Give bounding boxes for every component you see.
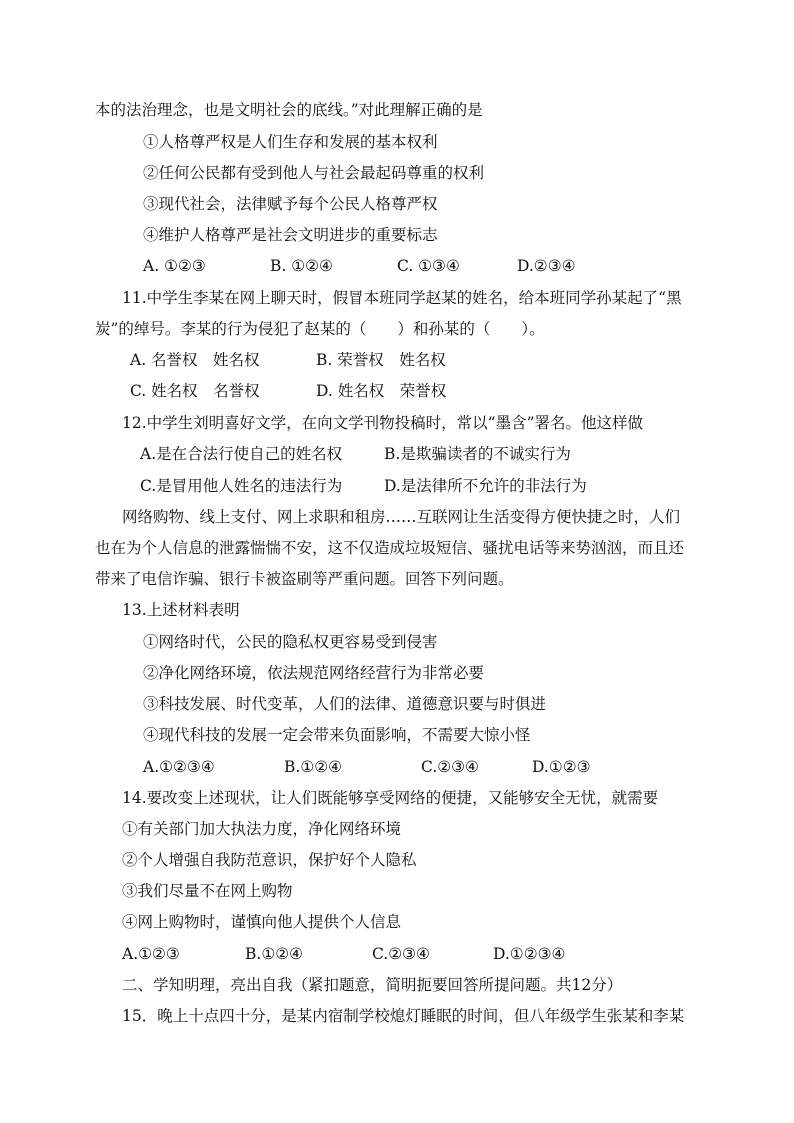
option-d: D.②③④ <box>517 257 576 275</box>
question-14-statement-4: ④网上购物时，谨慎向他人提供个人信息 <box>122 913 402 931</box>
option-c: C.是冒用他人姓名的违法行为 <box>140 477 343 495</box>
question-13-statement-4: ④现代科技的发展一定会带来负面影响，不需要大惊小怪 <box>143 726 531 744</box>
option-d: D. 姓名权 荣誉权 <box>316 382 447 400</box>
option-b: B.是欺骗读者的不诚实行为 <box>384 445 571 463</box>
option-b: B. 荣誉权 姓名权 <box>316 351 446 369</box>
option-c: C. 姓名权 名誉权 <box>130 382 260 400</box>
material-line-3: 带来了电信诈骗、银行卡被盗刷等严重问题。回答下列问题。 <box>95 570 514 588</box>
option-a: A.是在合法行使自己的姓名权 <box>140 445 343 463</box>
section-2-heading: 二、学知明理，亮出自我（紧扣题意，简明扼要回答所提问题。共12分） <box>122 976 623 994</box>
option-d: D.①②③ <box>532 758 591 776</box>
question-13-statement-2: ②净化网络环境，依法规范网络经营行为非常必要 <box>143 664 485 682</box>
option-c: C.②③④ <box>421 758 479 776</box>
option-c: C. ①③④ <box>397 257 460 275</box>
option-a: A.①②③④ <box>143 758 215 776</box>
question-10-statement-3: ③现代社会，法律赋予每个公民人格尊严权 <box>143 195 438 213</box>
question-10-stem-end: 本的法治理念，也是文明社会的底线。”对此理解正确的是 <box>95 101 483 119</box>
question-14-statement-2: ②个人增强自我防范意识，保护好个人隐私 <box>122 851 417 869</box>
option-d: D.①②③④ <box>493 945 566 963</box>
option-b: B. ①②④ <box>270 257 333 275</box>
question-11-line-1: 11.中学生李某在网上聊天时，假冒本班同学赵某的姓名，给本班同学孙某起了“黑 <box>122 289 682 307</box>
question-11-line-2: 炭”的绰号。李某的行为侵犯了赵某的（ ）和孙某的（ ）。 <box>95 320 545 338</box>
question-13-statement-1: ①网络时代，公民的隐私权更容易受到侵害 <box>143 633 438 651</box>
question-14-statement-3: ③我们尽量不在网上购物 <box>122 882 293 900</box>
option-c: C.②③④ <box>372 945 430 963</box>
question-13-stem: 13.上述材料表明 <box>122 601 240 619</box>
material-line-2: 也在为个人信息的泄露惴惴不安，这不仅造成垃圾短信、骚扰电话等来势汹汹，而且还 <box>95 539 685 557</box>
option-b: B.①②④ <box>245 945 304 963</box>
option-a: A. ①②③ <box>143 257 206 275</box>
question-13-statement-3: ③科技发展、时代变革，人们的法律、道德意识要与时俱进 <box>143 695 547 713</box>
question-10-statement-4: ④维护人格尊严是社会文明进步的重要标志 <box>143 226 438 244</box>
question-12-stem: 12.中学生刘明喜好文学，在向文学刊物投稿时，常以“墨含”署名。他这样做 <box>122 414 644 432</box>
question-10-statement-2: ②任何公民都有受到他人与社会最起码尊重的权利 <box>143 164 485 182</box>
question-15-line-1: 15．晚上十点四十分，是某内宿制学校熄灯睡眠的时间，但八年级学生张某和李某 <box>122 1007 685 1025</box>
option-b: B.①②④ <box>284 758 343 776</box>
option-a: A. 名誉权 姓名权 <box>130 351 260 369</box>
question-10-statement-1: ①人格尊严权是人们生存和发展的基本权利 <box>143 133 438 151</box>
option-a: A.①②③ <box>122 945 180 963</box>
question-14-stem: 14.要改变上述现状，让人们既能够享受网络的便捷，又能够安全无忧，就需要 <box>122 789 659 807</box>
option-d: D.是法律所不允许的非法行为 <box>384 477 587 495</box>
question-14-statement-1: ①有关部门加大执法力度，净化网络环境 <box>122 820 402 838</box>
material-line-1: 网络购物、线上支付、网上求职和租房……互联网让生活变得方便快捷之时，人们 <box>122 508 681 526</box>
